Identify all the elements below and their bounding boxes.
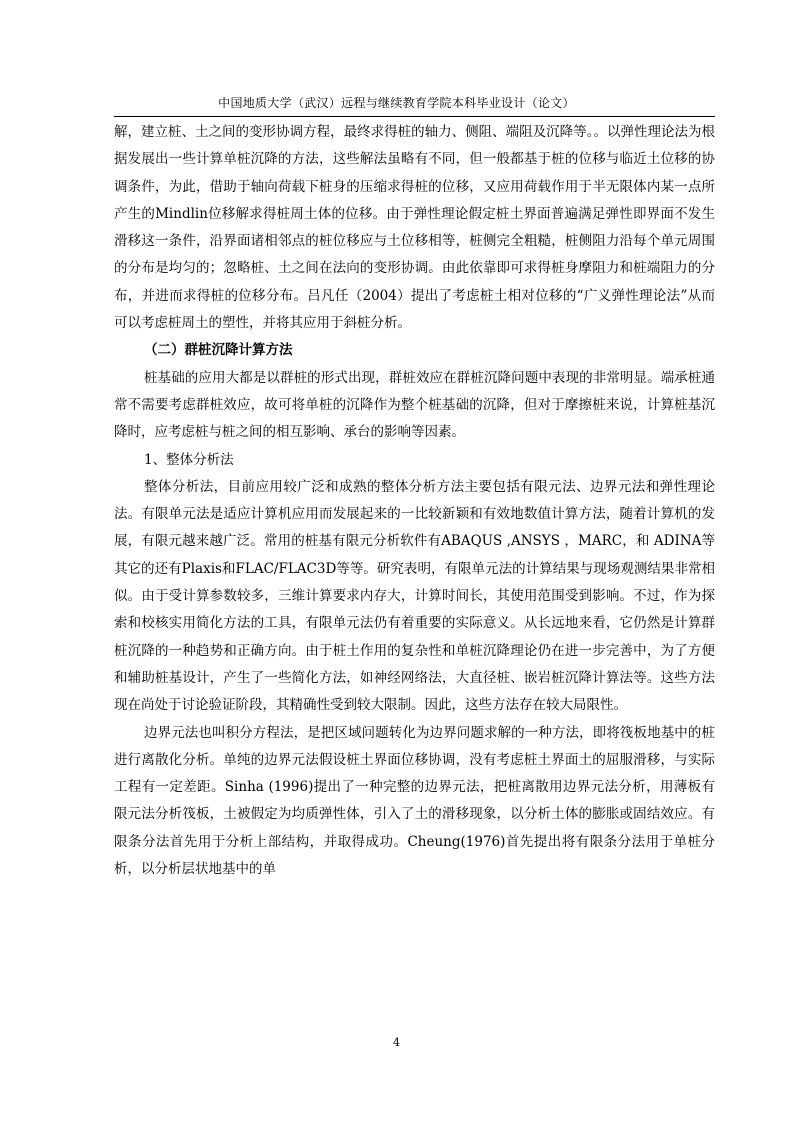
section-heading-group-pile-settlement: （二）群桩沉降计算方法 — [144, 342, 293, 359]
page-header: 中国地质大学（武汉）远程与继续教育学院本科毕业设计（论文） — [218, 96, 575, 110]
document-body — [114, 119, 715, 883]
paragraph-elastic-theory: 解，建立桩、土之间的变形协调方程，最终求得桩的轴力、侧阻、端阻及沉降等。。以弹性理论法为根据发展出一些计算单桩沉降的方法，这些解法虽略有不同，但一般都基于桩的位移与临近土位移的协调条件，为此，借助于轴向荷载下桩身的压缩求得桩的位移，又应用荷载作用于半无限体内某一点所产生的Mindlin位移解求得桩周土体的位移。由于弹性理论假定桩土界面普遍满足弹性即界面不发生滑移这一条件，沿界面诸相邻点的桩位移应与土位移相等，桩侧完全粗糙，桩侧阻力沿每个单元周围的分布是均匀的；忽略桩、土之间在法向的变形协调。由此依靠即可求得桩身摩阻力和桩端阻力的分布，并进而求得桩的位移分布。吕凡任（2004）提出了考虑桩土相对位移的“广义弹性理论法”从而可以考虑桩周土的塑性，并将其应用于斜桩分析。 — [114, 124, 715, 332]
paragraph-boundary-element: 边界元法也叫积分方程法，是把区域问题转化为边界问题求解的一种方法，即将筏板地基中的桩进行离散化分析。单纯的边界元法假设桩土界面位移协调，没有考虑桩土界面土的屈服滑移，与实际工程有一定差距。Sinha (1996)提出了一种完整的边界元法，把桩离散用边界元法分析，用薄板有限元法分析筏板，土被假定为均质弹性体，引入了土的滑移现象，以分析土体的膨胀或固结效应。有限条分法首先用于分析上部结构，并取得成功。Cheung(1976)首先提出将有限条分法用于单桩分析，以分析层状地基中的单 — [114, 724, 715, 878]
paragraph-group-pile-effect: 桩基础的应用大都是以群桩的形式出现，群桩效应在群桩沉降问题中表现的非常明显。端承桩通常不需要考虑群桩效应，故可将单桩的沉降作为整个桩基础的沉降，但对于摩擦桩来说，计算桩基沉降时，应考虑桩与桩之间的相互影响、承台的影响等因素。 — [114, 369, 715, 441]
paragraph-overall-analysis: 整体分析法，目前应用较广泛和成熟的整体分析方法主要包括有限元法、边界元法和弹性理论法。有限单元法是适应计算机应用而发展起来的一比较新颖和有效地数值计算方法，随着计算机的发展，有限元越来越广泛。常用的桩基有限元分析软件有ABAQUS ,ANSYS ，MARC，和 ADINA等其它的还有Plaxis和FLAC/FLAC3D等等。研究表明，有限单元法的计算结果与现场观测结果非常相似。由于受计算参数较多，三维计算要求内存大，计算时间长，其使用范围受到影响。不过，作为探索和校核实用简化方法的工具，有限单元法仍有着重要的实际意义。从长远地来看，它仍然是计算群桩沉降的一种趋势和正确方向。由于桩土作用的复杂性和单桩沉降理论仍在进一步完善中，为了方便和辅助桩基设计，产生了一些简化方法，如神经网络法，大直径桩、嵌岩桩沉降计算法等。这些方法现在尚处于讨论验证阶段，其精确性受到较大限制。因此，这些方法存在较大局限性。 — [114, 478, 715, 714]
header-rule — [114, 116, 715, 117]
list-item-overall-analysis: 1、整体分析法 — [144, 451, 234, 468]
page-number: 4 — [393, 1036, 400, 1049]
